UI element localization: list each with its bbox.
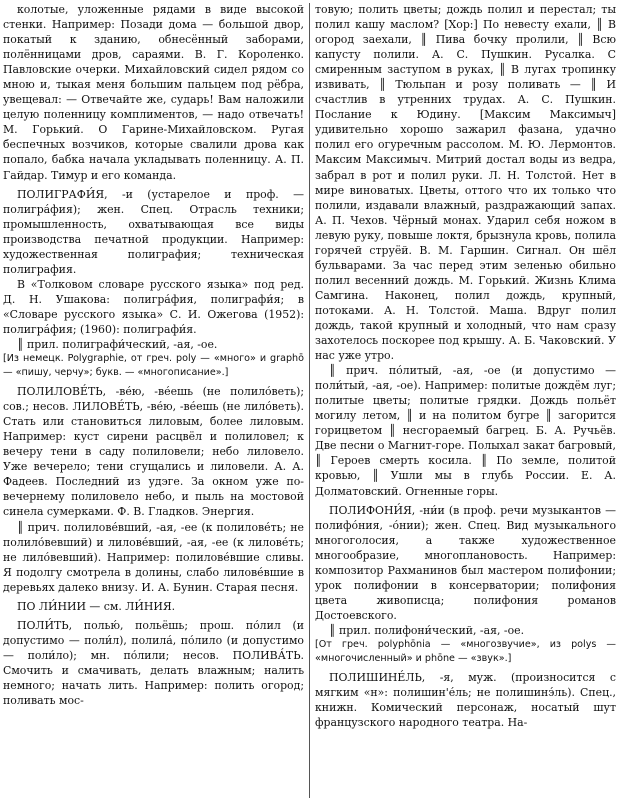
entry-polilovet-participle: ║ прич. полилове́вший, -ая, -ее (к полилове́ть; не полило́вевший) и лилове́вший, -ая, -ее (к лилове́ть; не лило́вевший). Например: полилове́вшие сливы. Я подолгу смотрела в долины, слабо лилове́вшие в деревьях далеко внизу. И. А. Бунин. Старая песня. <box>3 520 304 594</box>
entry-poligrafiya-note: В «Толковом словаре русского языка» под ред. Д. Н. Ушакова: полигра́фия, полиграфи́я; в «Словаре русского языка» С. И. Ожегова (1952): полигра́фия; (1960): полиграфи́я. <box>3 277 304 336</box>
entry-poligrafiya-etymology: [Из немецк. Polygraphie, от греч. poly — «много» и graphō — «пишу, черчу»; букв. — «многописание».] <box>3 353 304 379</box>
right-column <box>310 2 616 800</box>
entry-polit-participle: ║ прич. по́литый, -ая, -ое (и допустимо — поли́тый, -ая, -ое). Например: политые дождём луг; политые цветы; политые грядки. Дождь польёт могилу летом, ║ и на политом бугре ║ загорится горицветом ║ несгораемый багрец. Б. А. Ручьёв. Две песни о Магнит-горе. Полыхал закат багровый, ║ Героев смерть косила. ║ По земле, политой кровью, ║ Ушли мы в глубь России. Е. А. Долматовский. Огненные горы. <box>315 364 616 498</box>
entry-po-linii: ПО ЛИ́НИИ — см. ЛИ́НИЯ. <box>17 599 176 613</box>
entry-poligrafiya-adjective: ║ прил. полиграфи́ческий, -ая, -ое. <box>17 338 218 352</box>
entry-polennitsa-examples: колотые, уложенные рядами в виде высокой стенки. Например: Позади дома — большой двор, покатый к зданию, обнесённый заборами, полённицами дров, сараями. В. Г. Короленко. Павловские очерки. Михайловский сидел рядом со мною и, тыкая меня большим пальцем под рёбра, увещевал: — Отвечайте же, сударь! Вам наложили целую поленницу комплиментов, — надо отвечать! М. Горький. О Гарине-Михайловском. Ругая беспечных возчиков, которые свалили дрова как попало, бабка начала укладывать поленницу. А. П. Гайдар. Тимур и его команда. <box>3 3 304 182</box>
entry-polifoniya-etymology: [От греч. polyphōnia — «многозвучие», из polys — «многочисленный» и phōne — «звук».] <box>315 638 616 664</box>
entry-polit-examples: товую; полить цветы; дождь полил и перестал; ты полил кашу маслом? [Хор:] По невесту ехали, ║ В огород заехали, ║ Пива бочку пролили, ║ Всю капусту полили. А. С. Пушкин. Русалка. С смиренным заступом в руках, ║ В лугах тропинку извивать, ║ Тюльпан и розу поливать — ║ И счастлив в утренних трудах. А. С. Пушкин. Послание к Юдину. [Максим Максимыч] удивительно хорошо зажарил фазана, удачно полил его огуречным рассолом. М. Ю. Лермонтов. Максим Максимыч. Митрий достал воды из ведра, забрал в рот и полил руки. Л. Н. Толстой. Нет в мире виноватых. Цветы, оттого что их только что полили, издавали влажный, раздражающий запах. А. П. Чехов. Чёрный монах. Ударил себя ножом в левую руку, повыше локтя, брызнула кровь, полила горячей струёй. В. М. Гаршин. Сигнал. Он шёл бульварами. За час перед этим зеленью обильно полил весенний дождь. М. Горький. Жизнь Клима Самгина. Наконец, полил дождь, крупный, потоками. А. Н. Толстой. Маша. Вдруг полил дождь, такой крупный и холодный, что нам сразу захотелось поскорее под крышу. А. Б. Чаковский. У нас уже утро. <box>315 3 616 363</box>
entry-polishinel: ПОЛИШИНЕ́ЛЬ, -я, муж. (произносится с мягким «н»: полишин'е́ль; не полишинэ́ль). Спец., книжн. Комический персонаж, носатый шут французского народного театра. На- <box>315 670 616 730</box>
entry-polilovet: ПОЛИЛОВЕ́ТЬ, -ве́ю, -ве́ешь (не полило́веть); сов.; несов. ЛИЛОВЕ́ТЬ, -ве́ю, -ве́ешь (не лило́веть). Стать или становиться лиловым, более лиловым. Например: куст сирени расцвёл и полиловел; к вечеру тени в саду полиловели; небо лиловело. Уже вечерело; тени сгущались и лиловели. А. А. Фадеев. Последний из удэге. За окном уже по-вечернему полиловело небо, и пыль на мостовой синела сумерками. Ф. В. Гладков. Энергия. <box>3 385 304 519</box>
entry-polifoniya: ПОЛИФОНИ́Я, -ни́и (в проф. речи музыкантов — полифо́ния, -о́нии); жен. Спец. Вид музыкального многоголосия, а также художественное многообразие, многоплановость. Например: композитор Рахманинов был мастером полифонии; урок полифонии в консерватории; полифония цвета живописца; полифония романов Достоевского. <box>315 503 616 622</box>
entry-polit: ПОЛИ́ТЬ, полью́, польёшь; прош. по́лил (и допустимо — поли́л), полила́, по́лило (и допустимо — поли́ло); мн. по́лили; несов. ПОЛИВА́ТЬ. Смочить и смачивать, делать влажным; налить немного; начать лить. Например: полить огород; поливать мос- <box>3 618 304 708</box>
entry-polifoniya-adjective: ║ прил. полифони́ческий, -ая, -ое. <box>329 623 525 637</box>
left-column <box>3 2 309 800</box>
entry-poligrafiya: ПОЛИГРАФИ́Я, -и (устарелое и проф. — полигра́фия); жен. Спец. Отрасль техники; промышленность, охватывающая все виды производства печатной продукции. Например: художественная полиграфия; техническая полиграфия. <box>3 187 304 276</box>
